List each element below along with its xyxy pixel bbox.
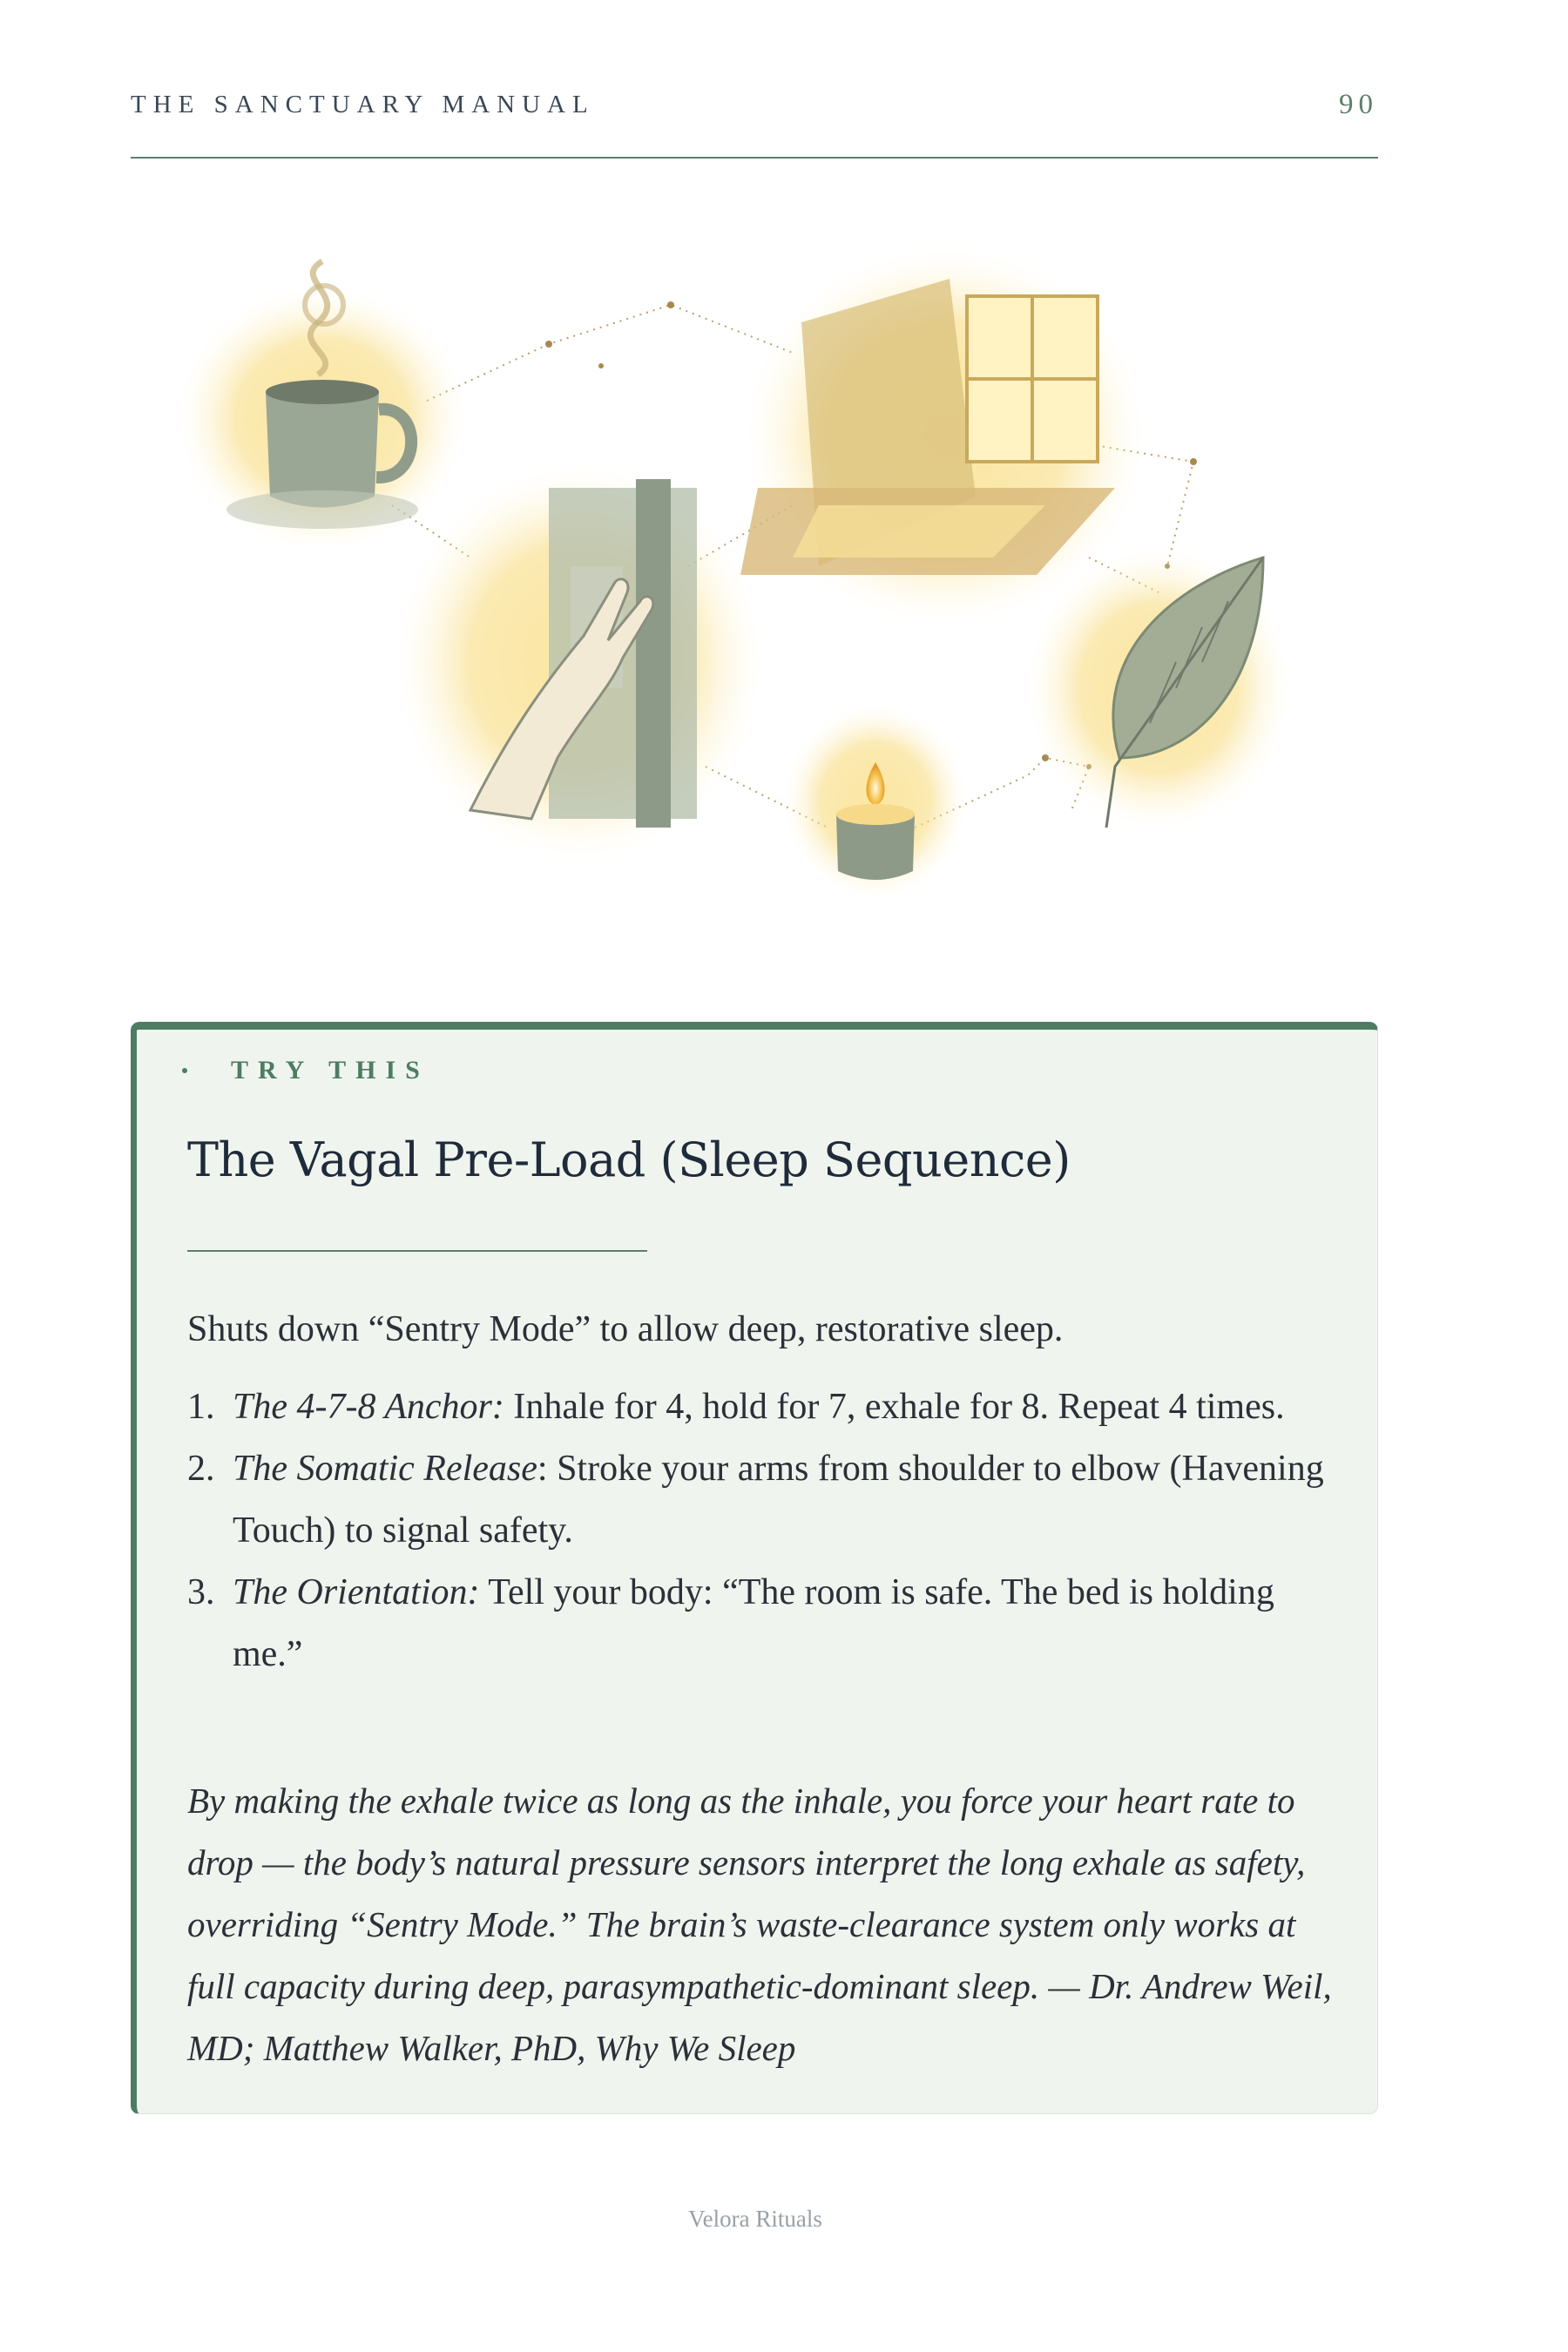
- step-label: The Orientation:: [233, 1572, 480, 1612]
- bullet-dot-icon: [182, 1068, 187, 1073]
- research-quote: By making the exhale twice as long as the inhale, you force your heart rate to drop — the body’s natural pressure sensors interpret the long exhale as safety, overriding “Sentry Mode.” The brain’s waste-clearance system only works at full capacity during deep, parasympathetic-dominant sleep. — Dr. Andrew Weil, MD; Matthew Walker, PhD, Why We Sleep: [187, 1781, 1332, 2068]
- page-number: 90: [1339, 89, 1378, 120]
- step-number: 1.: [187, 1387, 215, 1427]
- step-text: Inhale for 4, hold for 7, exhale for 8. Repeat 4 times.: [504, 1387, 1285, 1427]
- hand-on-door-icon: [396, 466, 762, 858]
- callout-eyebrow: [182, 1056, 429, 1085]
- sunlit-window-icon: [740, 248, 1146, 623]
- running-header: [131, 87, 1378, 159]
- candle-icon: [784, 706, 967, 897]
- watercolor-illustration: [131, 200, 1378, 984]
- title-divider: [187, 1250, 647, 1252]
- coffee-mug-icon: [179, 261, 466, 549]
- step-item: [187, 1438, 1337, 1562]
- steps-list: [187, 1376, 1337, 1686]
- step-item: [187, 1562, 1337, 1686]
- step-text: Tell your body: “The room is safe. The bed is holding me.”: [233, 1572, 1274, 1674]
- try-this-callout: [131, 1022, 1378, 2114]
- step-text: : Stroke your arms from shoulder to elbow (Havening Touch) to signal safety.: [233, 1449, 1324, 1551]
- callout-title: The Vagal Pre-Load (Sleep Sequence): [187, 1132, 1071, 1187]
- eyebrow-label: TRY THIS: [231, 1056, 429, 1085]
- leaf-icon: [1028, 549, 1289, 828]
- step-label: The Somatic Release: [233, 1449, 537, 1489]
- step-item: [187, 1376, 1337, 1438]
- footer-brand: Velora Rituals: [688, 2206, 822, 2232]
- step-number: 2.: [187, 1449, 215, 1489]
- step-number: 3.: [187, 1572, 215, 1612]
- callout-intro: Shuts down “Sentry Mode” to allow deep, restorative sleep.: [187, 1309, 1064, 1349]
- book-title: THE SANCTUARY MANUAL: [131, 91, 595, 118]
- step-label: The 4-7-8 Anchor:: [233, 1387, 504, 1427]
